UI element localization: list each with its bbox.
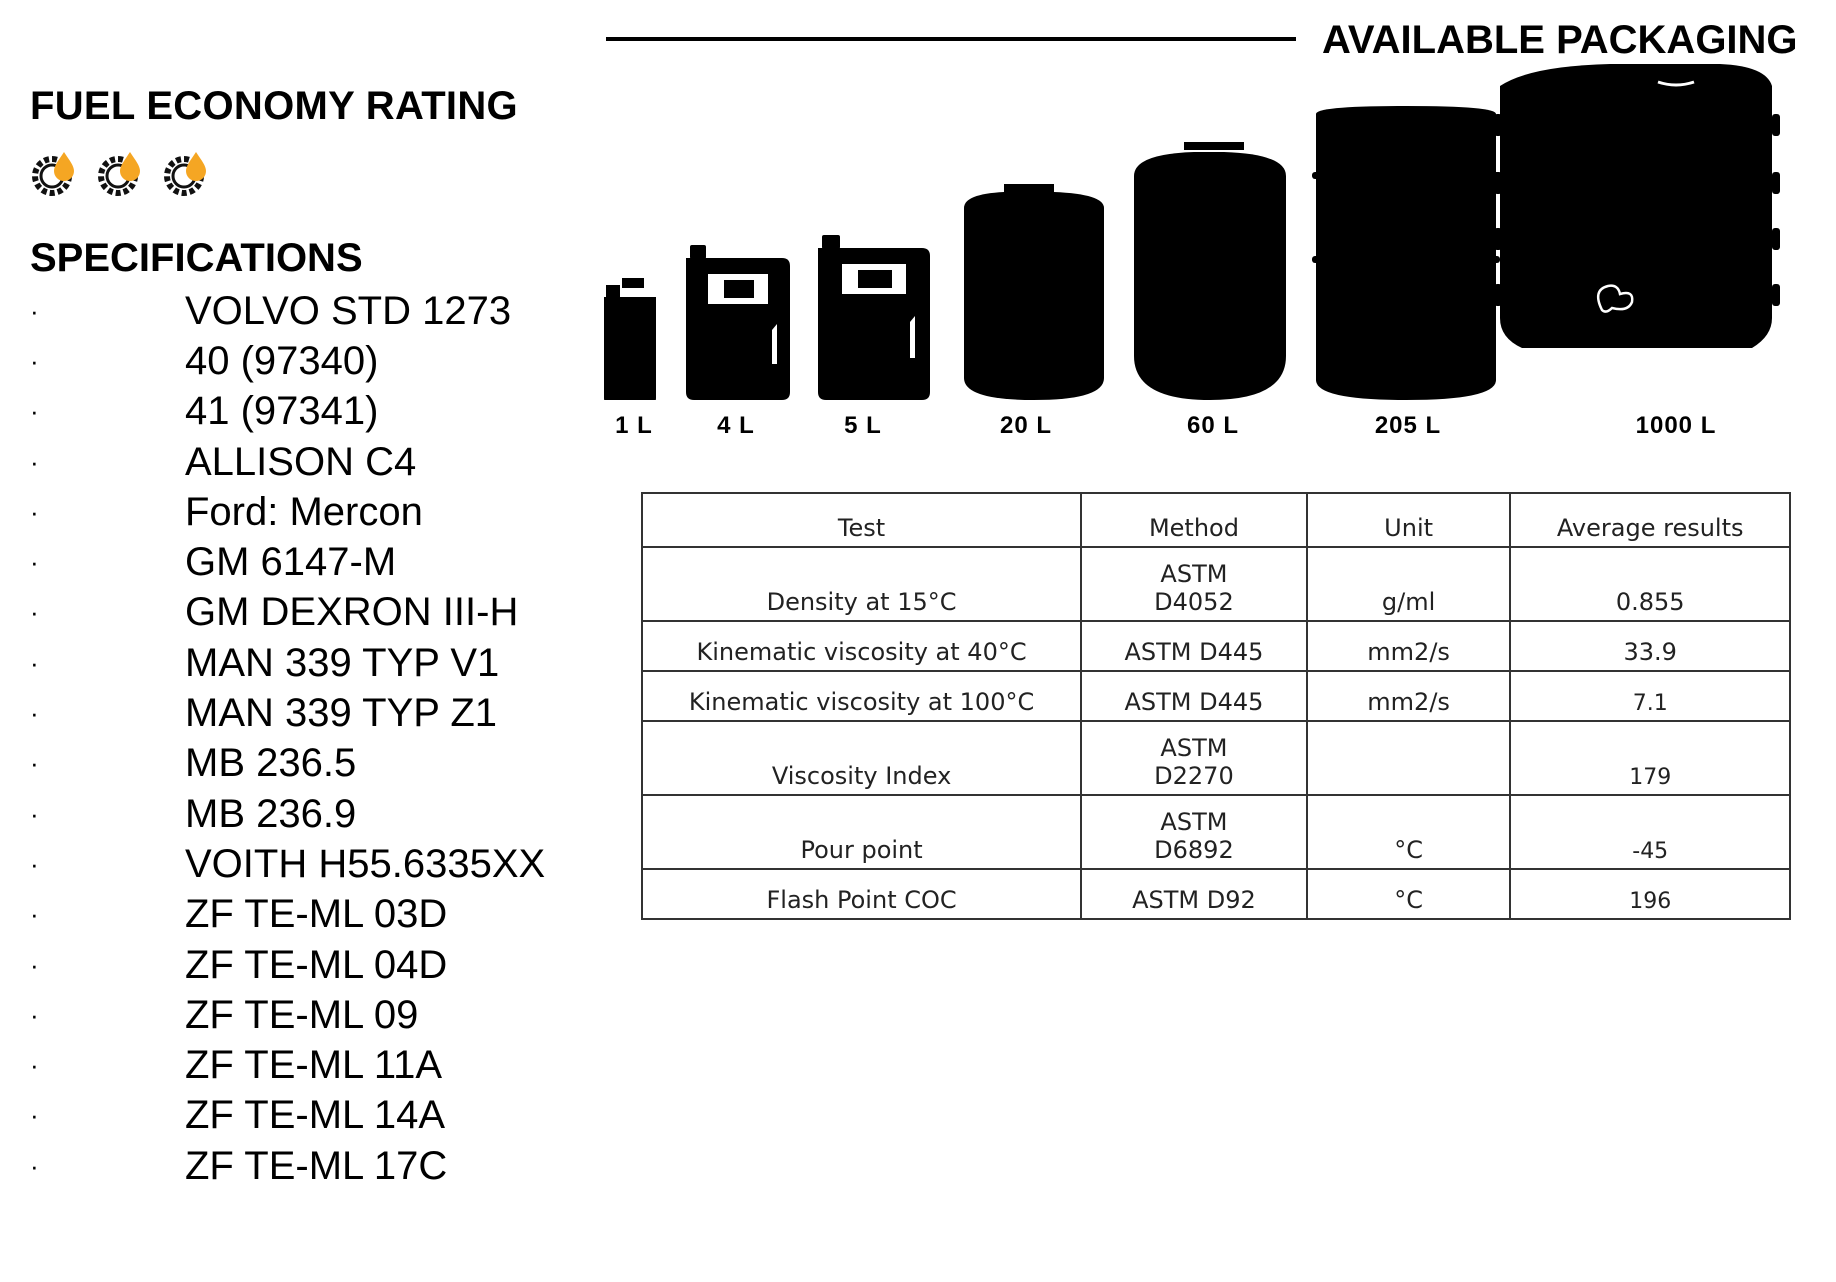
method-cell bbox=[1081, 795, 1307, 869]
spec-item bbox=[30, 839, 545, 889]
spec-text: 41 (97341) bbox=[185, 389, 379, 434]
fuel-economy-rating bbox=[30, 148, 212, 198]
packaging-rule bbox=[606, 37, 1296, 41]
spec-item bbox=[30, 437, 545, 487]
package-size-label: 5 L bbox=[844, 412, 882, 439]
method-line: ASTM bbox=[1160, 734, 1228, 762]
bullet: · bbox=[30, 446, 39, 477]
unit-cell: g/ml bbox=[1307, 547, 1511, 621]
package-size-label: 60 L bbox=[1186, 412, 1240, 439]
unit-cell: °C bbox=[1307, 795, 1511, 869]
result-cell: 33.9 bbox=[1510, 621, 1790, 671]
package-size-label: 4 L bbox=[717, 412, 755, 439]
bullet: · bbox=[30, 1050, 39, 1081]
method-cell: ASTM D445 bbox=[1081, 621, 1307, 671]
table-row bbox=[642, 795, 1790, 869]
spec-text: ZF TE-ML 03D bbox=[185, 892, 448, 937]
method-cell: ASTM D445 bbox=[1081, 671, 1307, 721]
spec-item bbox=[30, 487, 545, 537]
specifications-list bbox=[30, 286, 545, 1191]
bullet: · bbox=[30, 647, 39, 678]
fuel-economy-gear-drop-icon bbox=[162, 148, 212, 198]
bullet: · bbox=[30, 748, 39, 779]
column-header: Test bbox=[642, 493, 1081, 547]
jerrycan-5l-icon bbox=[818, 235, 930, 400]
package-size-label: 20 L bbox=[999, 412, 1053, 439]
bullet: · bbox=[30, 345, 39, 376]
bullet: · bbox=[30, 798, 39, 829]
bullet: · bbox=[30, 597, 39, 628]
unit-cell: °C bbox=[1307, 869, 1511, 919]
unit-cell: mm2/s bbox=[1307, 671, 1511, 721]
spec-text: MB 236.5 bbox=[185, 741, 357, 786]
result-cell: -45 bbox=[1510, 795, 1790, 869]
spec-item bbox=[30, 789, 545, 839]
spec-item bbox=[30, 890, 545, 940]
test-cell: Density at 15°C bbox=[642, 547, 1081, 621]
spec-item bbox=[30, 588, 545, 638]
barrel-205l-icon bbox=[1312, 106, 1500, 400]
method-line: ASTM bbox=[1160, 808, 1228, 836]
bullet: · bbox=[30, 698, 39, 729]
bullet: · bbox=[30, 295, 39, 326]
spec-text: GM DEXRON III-H bbox=[185, 590, 519, 635]
spec-item bbox=[30, 940, 545, 990]
test-cell: Kinematic viscosity at 40°C bbox=[642, 621, 1081, 671]
package-size-label: 205 L bbox=[1374, 412, 1442, 439]
table-header-row bbox=[642, 493, 1790, 547]
test-cell: Viscosity Index bbox=[642, 721, 1081, 795]
spec-item bbox=[30, 537, 545, 587]
column-header: Method bbox=[1081, 493, 1307, 547]
spec-item bbox=[30, 638, 545, 688]
bullet: · bbox=[30, 999, 39, 1030]
bullet: · bbox=[30, 496, 39, 527]
bullet: · bbox=[30, 899, 39, 930]
table-row bbox=[642, 547, 1790, 621]
spec-item bbox=[30, 739, 545, 789]
bottle-1l-icon bbox=[604, 278, 656, 400]
method-line: D6892 bbox=[1154, 836, 1234, 864]
method-line: ASTM bbox=[1160, 560, 1228, 588]
package-size-label: 1 L bbox=[615, 412, 653, 439]
spec-item bbox=[30, 1040, 545, 1090]
result-cell: 7.1 bbox=[1510, 671, 1790, 721]
result-cell: 196 bbox=[1510, 869, 1790, 919]
spec-item bbox=[30, 286, 545, 336]
spec-text: ZF TE-ML 14A bbox=[185, 1093, 446, 1138]
spec-text: MAN 339 TYP V1 bbox=[185, 640, 500, 685]
spec-text: ZF TE-ML 09 bbox=[185, 992, 419, 1037]
spec-item bbox=[30, 688, 545, 738]
bullet: · bbox=[30, 949, 39, 980]
spec-text: MB 236.9 bbox=[185, 791, 357, 836]
unit-cell bbox=[1307, 721, 1511, 795]
fuel-economy-title: FUEL ECONOMY RATING bbox=[30, 84, 518, 128]
unit-cell: mm2/s bbox=[1307, 621, 1511, 671]
column-header: Average results bbox=[1510, 493, 1790, 547]
spec-text: VOLVO STD 1273 bbox=[185, 288, 512, 333]
table-row bbox=[642, 671, 1790, 721]
test-cell: Flash Point COC bbox=[642, 869, 1081, 919]
table-row bbox=[642, 869, 1790, 919]
package-size-label: 1000 L bbox=[1635, 412, 1717, 439]
jerrycan-4l-icon bbox=[686, 245, 790, 400]
spec-item bbox=[30, 336, 545, 386]
spec-text: Ford: Mercon bbox=[185, 489, 423, 534]
bullet: · bbox=[30, 1150, 39, 1181]
typical-properties-table bbox=[641, 492, 1791, 920]
spec-text: ALLISON C4 bbox=[185, 439, 417, 484]
bullet: · bbox=[30, 547, 39, 578]
spec-text: VOITH H55.6335XX bbox=[185, 841, 546, 886]
method-line: D2270 bbox=[1154, 762, 1234, 790]
spec-item bbox=[30, 1141, 545, 1191]
column-header: Unit bbox=[1307, 493, 1511, 547]
spec-text: MAN 339 TYP Z1 bbox=[185, 691, 497, 736]
spec-text: ZF TE-ML 04D bbox=[185, 942, 448, 987]
spec-item bbox=[30, 990, 545, 1040]
spec-text: GM 6147-M bbox=[185, 540, 397, 585]
spec-text: 40 (97340) bbox=[185, 338, 379, 383]
packaging-illustration bbox=[600, 60, 1830, 400]
result-cell: 179 bbox=[1510, 721, 1790, 795]
fuel-economy-gear-drop-icon bbox=[96, 148, 146, 198]
method-line: D4052 bbox=[1154, 588, 1234, 616]
drum-60l-icon bbox=[1134, 142, 1286, 400]
method-cell: ASTM D92 bbox=[1081, 869, 1307, 919]
bullet: · bbox=[30, 396, 39, 427]
result-cell: 0.855 bbox=[1510, 547, 1790, 621]
bullet: · bbox=[30, 848, 39, 879]
bullet: · bbox=[30, 1100, 39, 1131]
spec-item bbox=[30, 387, 545, 437]
method-cell bbox=[1081, 721, 1307, 795]
spec-text: ZF TE-ML 17C bbox=[185, 1143, 448, 1188]
drum-20l-icon bbox=[964, 184, 1104, 400]
packaging-title: AVAILABLE PACKAGING bbox=[1322, 18, 1798, 62]
test-cell: Kinematic viscosity at 100°C bbox=[642, 671, 1081, 721]
table-row bbox=[642, 621, 1790, 671]
specifications-title: SPECIFICATIONS bbox=[30, 236, 363, 280]
method-cell bbox=[1081, 547, 1307, 621]
table-row bbox=[642, 721, 1790, 795]
ibc-tank-1000l-icon bbox=[1494, 64, 1780, 348]
spec-item bbox=[30, 1091, 545, 1141]
spec-text: ZF TE-ML 11A bbox=[185, 1043, 443, 1088]
test-cell: Pour point bbox=[642, 795, 1081, 869]
fuel-economy-gear-drop-icon bbox=[30, 148, 80, 198]
